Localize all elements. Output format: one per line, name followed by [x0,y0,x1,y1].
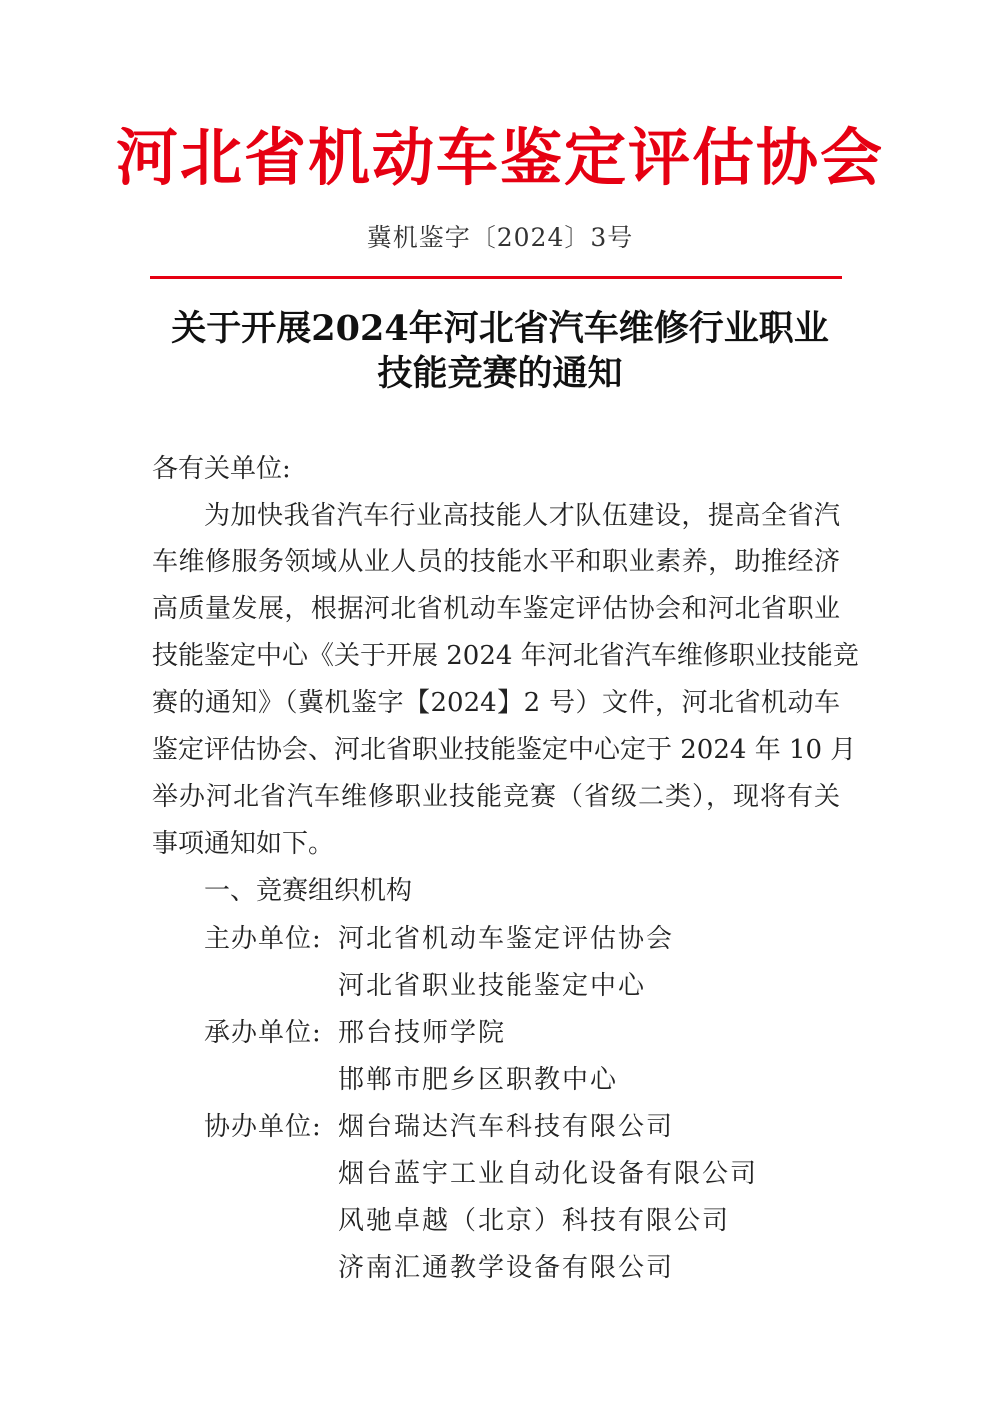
organizer-organization: 邢台技师学院 [338,1018,507,1048]
document-title [130,306,870,396]
body-line: 车维修服务领域从业人员的技能水平和职业素养，助推经济 [152,547,840,577]
document-number: 冀机鉴字〔2024〕3号 [366,223,634,252]
host-organization: 河北省机动车鉴定评估协会 [338,924,675,954]
coorganizer-organization: 济南汇通教学设备有限公司 [338,1253,675,1283]
body-line: 赛的通知》（冀机鉴字【2024】2 号）文件，河北省机动车 [152,688,840,718]
body-line: 事项通知如下。 [152,829,335,859]
salutation: 各有关单位: [152,454,291,484]
section-heading-organization: 一、竞赛组织机构 [204,876,413,906]
organization-header: 河北省机动车鉴定评估协会 [115,121,884,194]
host-label: 主办单位: [204,924,322,954]
coorganizer-organization: 烟台瑞达汽车科技有限公司 [338,1112,675,1142]
red-divider-line [150,276,842,279]
body-line: 鉴定评估协会、河北省职业技能鉴定中心定于 2024 年 10 月 [152,735,857,765]
coorganizer-label: 协办单位: [204,1112,322,1142]
title-line-2: 技能竞赛的通知 [377,353,623,394]
organizer-organization: 邯郸市肥乡区职教中心 [338,1065,619,1095]
host-organization: 河北省职业技能鉴定中心 [338,971,647,1001]
title-line-1: 关于开展2024年河北省汽车维修行业职业 [171,308,829,349]
body-line: 举办河北省汽车维修职业技能竞赛（省级二类），现将有关 [152,782,840,812]
body-line: 高质量发展，根据河北省机动车鉴定评估协会和河北省职业 [152,594,840,624]
body-line: 技能鉴定中心《关于开展 2024 年河北省汽车维修职业技能竞 [152,641,859,671]
organizer-label: 承办单位: [204,1018,322,1048]
coorganizer-organization: 烟台蓝宇工业自动化设备有限公司 [338,1159,759,1189]
coorganizer-organization: 风驰卓越（北京）科技有限公司 [338,1206,731,1236]
body-line: 为加快我省汽车行业高技能人才队伍建设，提高全省汽 [204,501,840,531]
